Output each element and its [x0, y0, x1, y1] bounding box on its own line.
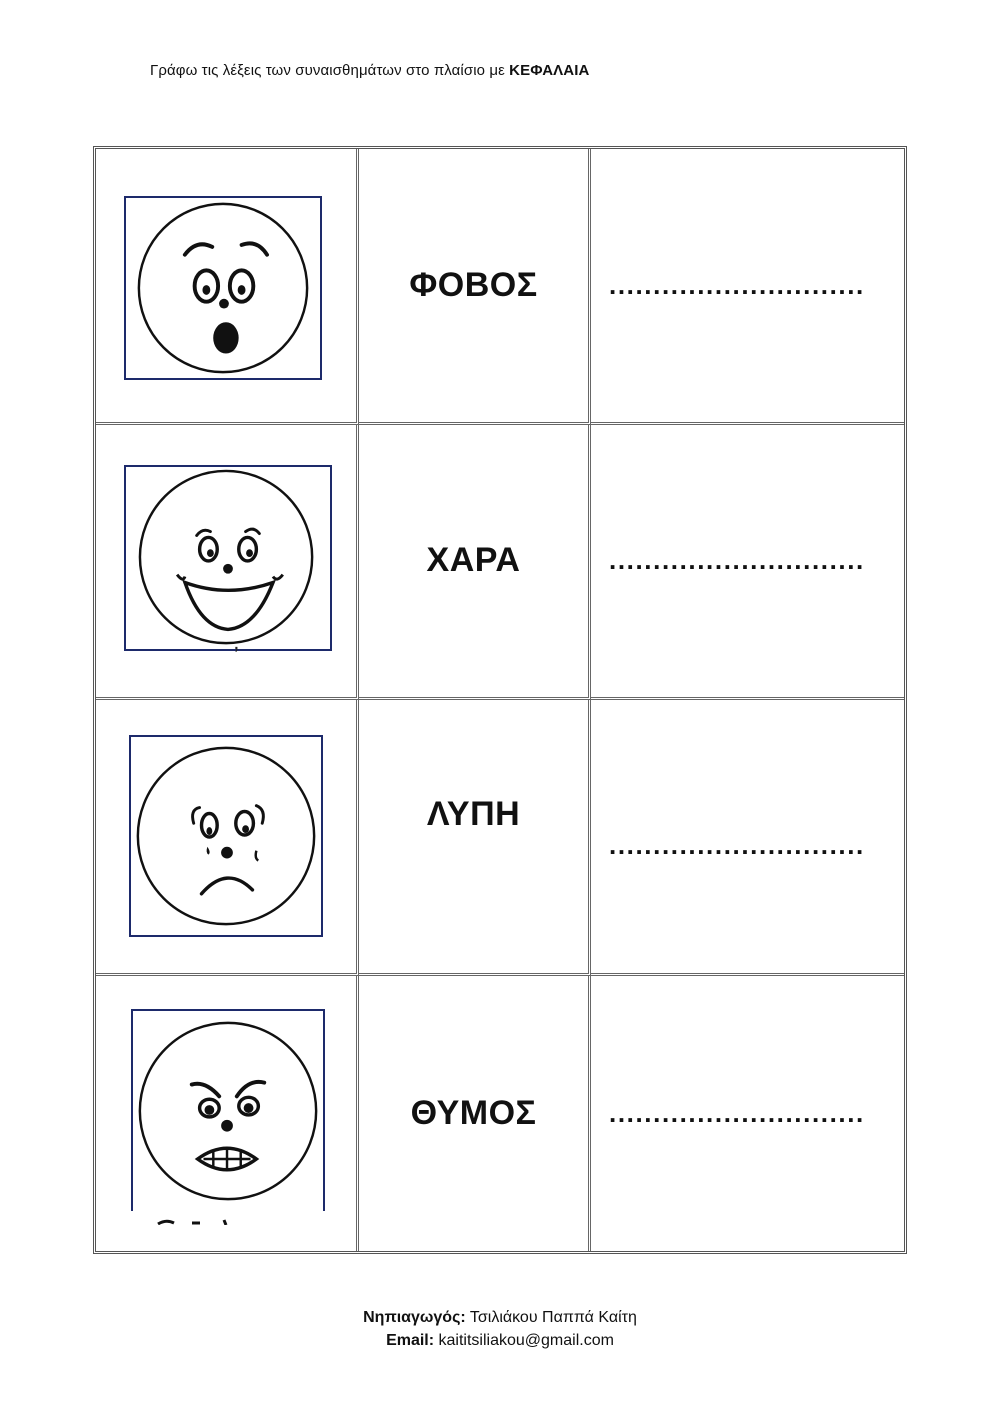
- word-cell: [359, 976, 591, 1252]
- answer-cell[interactable]: [591, 425, 904, 701]
- word-cell: [359, 149, 591, 425]
- happy-face-icon: [124, 465, 332, 651]
- word-cell: [359, 425, 591, 701]
- face-cell: [96, 976, 359, 1252]
- email-value[interactable]: kaititsiliakou@gmail.com: [438, 1332, 614, 1349]
- teacher-label: Νηπιαγωγός:: [363, 1309, 466, 1326]
- stray-mark: ʼ: [234, 642, 239, 668]
- sad-face-icon: [129, 735, 323, 937]
- instruction-text: [150, 62, 589, 79]
- scared-face-icon: [124, 196, 322, 380]
- teacher-line: [0, 1306, 1000, 1329]
- answer-line[interactable]: .............................: [609, 1097, 865, 1128]
- answer-line[interactable]: .............................: [609, 269, 865, 300]
- answer-line[interactable]: .............................: [609, 830, 865, 860]
- face-cell: [96, 700, 359, 976]
- angry-face-icon: [131, 1009, 325, 1211]
- footer: [0, 1306, 1000, 1352]
- teacher-name: Τσιλιάκου Παππά Καίτη: [469, 1309, 637, 1326]
- face-cell: [96, 425, 359, 701]
- stray-mark: [156, 1212, 236, 1218]
- email-label: Email:: [386, 1332, 435, 1349]
- word-cell: [359, 700, 591, 976]
- instruction-main: Γράφω τις λέξεις των συναισθημάτων στο πλαίσιο με: [150, 62, 505, 79]
- face-cell: [96, 149, 359, 425]
- instruction-emphasis: ΚΕΦΑΛΑΙΑ: [509, 62, 590, 79]
- email-line: [0, 1329, 1000, 1352]
- answer-cell[interactable]: [591, 149, 904, 425]
- answer-cell[interactable]: [591, 976, 904, 1252]
- answer-cell[interactable]: [591, 700, 904, 976]
- emotion-word: ΦΟΒΟΣ: [409, 265, 538, 304]
- emotion-word: ΛΥΠΗ: [426, 795, 521, 833]
- emotion-word: ΘΥΜΟΣ: [410, 1093, 537, 1132]
- emotions-table: [93, 146, 907, 1254]
- answer-line[interactable]: .............................: [609, 545, 865, 576]
- emotion-word: ΧΑΡΑ: [426, 541, 521, 580]
